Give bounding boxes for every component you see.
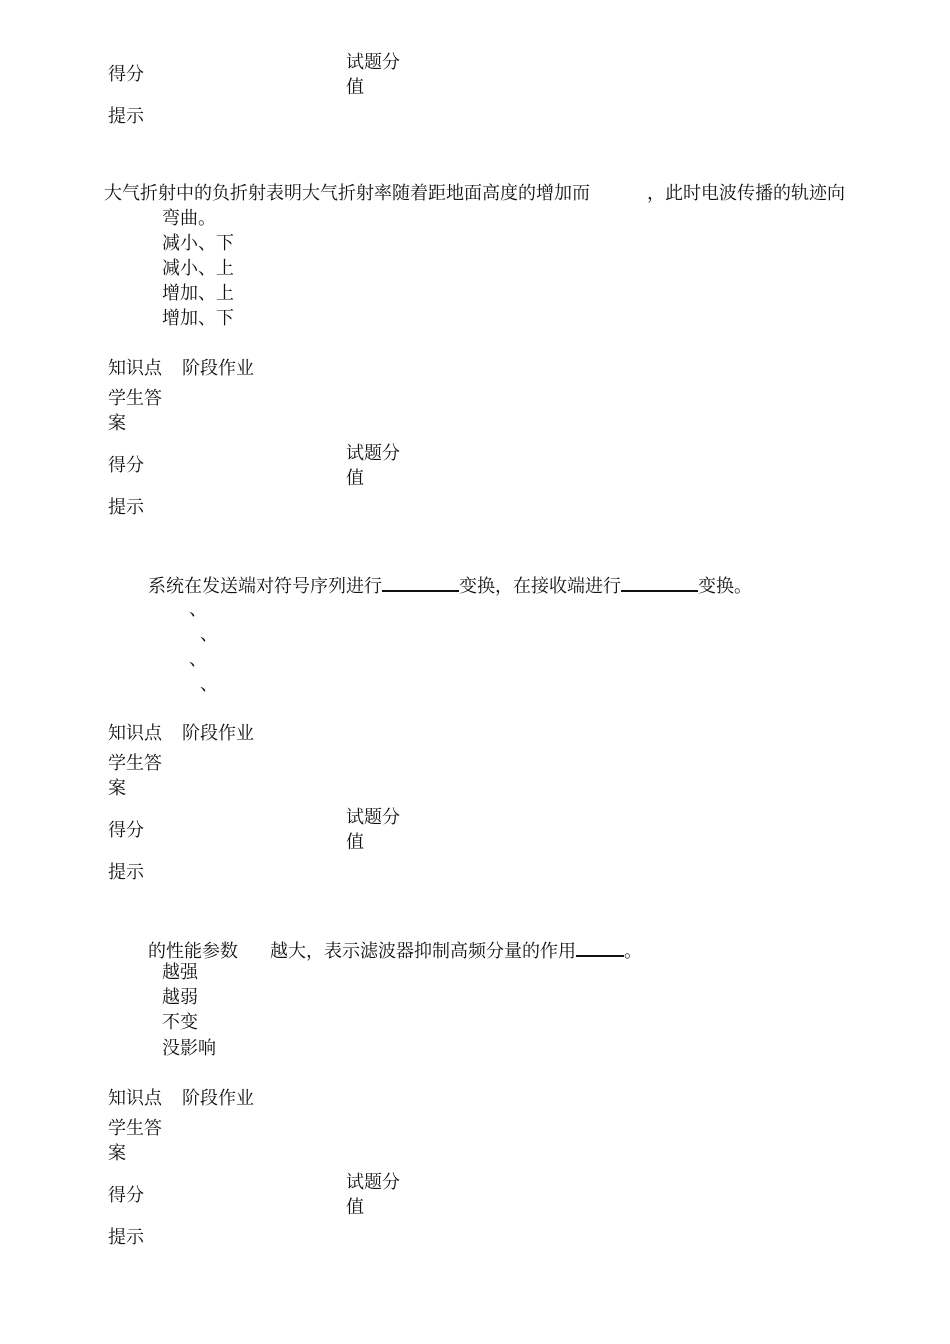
question-value-label-line1: 试题分 [346, 807, 400, 828]
knowledge-label: 知识点 [108, 358, 162, 379]
question-value-label-line1: 试题分 [346, 443, 400, 464]
score-label: 得分 [108, 64, 144, 85]
question-2-stem [148, 572, 752, 599]
question-1-option-b[interactable]: 减小、上 [162, 258, 234, 279]
question-3-stem-part1: 的性能参数 [148, 941, 238, 962]
question-2-stem-part3: 变换。 [698, 576, 752, 597]
question-1-option-a[interactable]: 减小、下 [162, 233, 234, 254]
question-2-option-a[interactable]: 、 [189, 599, 207, 620]
score-label: 得分 [108, 820, 144, 841]
student-answer-label-line1: 学生答 [108, 388, 162, 409]
question-1-stem-part1: 大气折射中的负折射表明大气折射率随着距地面高度的增加而 [104, 183, 590, 204]
hint-label: 提示 [108, 1227, 144, 1248]
question-3-stem-part3: 。 [624, 941, 642, 962]
question-2-option-c[interactable]: 、 [189, 649, 207, 670]
hint-label: 提示 [108, 497, 144, 518]
question-1-option-c[interactable]: 增加、上 [162, 283, 234, 304]
student-answer-label-line2: 案 [108, 778, 126, 799]
student-answer-label-line1: 学生答 [108, 753, 162, 774]
question-3-stem-part2: 越大，表示滤波器抑制高频分量的作用 [270, 941, 576, 962]
question-value-label-line2: 值 [346, 1197, 364, 1218]
question-3-option-d[interactable]: 没影响 [162, 1038, 216, 1059]
question-1-option-d[interactable]: 增加、下 [162, 308, 234, 329]
hint-label: 提示 [108, 862, 144, 883]
student-answer-label-line2: 案 [108, 1143, 126, 1164]
question-value-label-line1: 试题分 [346, 52, 400, 73]
answer-blank [382, 572, 459, 592]
answer-blank [576, 937, 624, 957]
question-2-stem-part1: 系统在发送端对符号序列进行 [148, 576, 382, 597]
knowledge-label: 知识点 [108, 1088, 162, 1109]
question-3-option-b[interactable]: 越弱 [162, 987, 198, 1008]
question-1-stem-line2: 弯曲。 [162, 208, 216, 229]
question-1-stem [104, 181, 845, 206]
question-2-option-d[interactable]: 、 [200, 674, 218, 695]
question-3-option-a[interactable]: 越强 [162, 962, 198, 983]
knowledge-label: 知识点 [108, 723, 162, 744]
question-value-label-line2: 值 [346, 468, 364, 489]
question-value-label-line1: 试题分 [346, 1172, 400, 1193]
student-answer-label-line1: 学生答 [108, 1118, 162, 1139]
hint-label: 提示 [108, 106, 144, 127]
student-answer-label-line2: 案 [108, 413, 126, 434]
score-label: 得分 [108, 455, 144, 476]
question-3-option-c[interactable]: 不变 [162, 1012, 198, 1033]
score-label: 得分 [108, 1185, 144, 1206]
answer-blank [621, 572, 698, 592]
knowledge-value: 阶段作业 [182, 1088, 254, 1109]
knowledge-value: 阶段作业 [182, 723, 254, 744]
question-2-option-b[interactable]: 、 [200, 624, 218, 645]
question-1-stem-part2: ，此时电波传播的轨迹向 [647, 183, 845, 204]
question-2-stem-part2: 变换，在接收端进行 [459, 576, 621, 597]
knowledge-value: 阶段作业 [182, 358, 254, 379]
question-value-label-line2: 值 [346, 832, 364, 853]
question-value-label-line2: 值 [346, 77, 364, 98]
question-3-stem [148, 937, 642, 964]
